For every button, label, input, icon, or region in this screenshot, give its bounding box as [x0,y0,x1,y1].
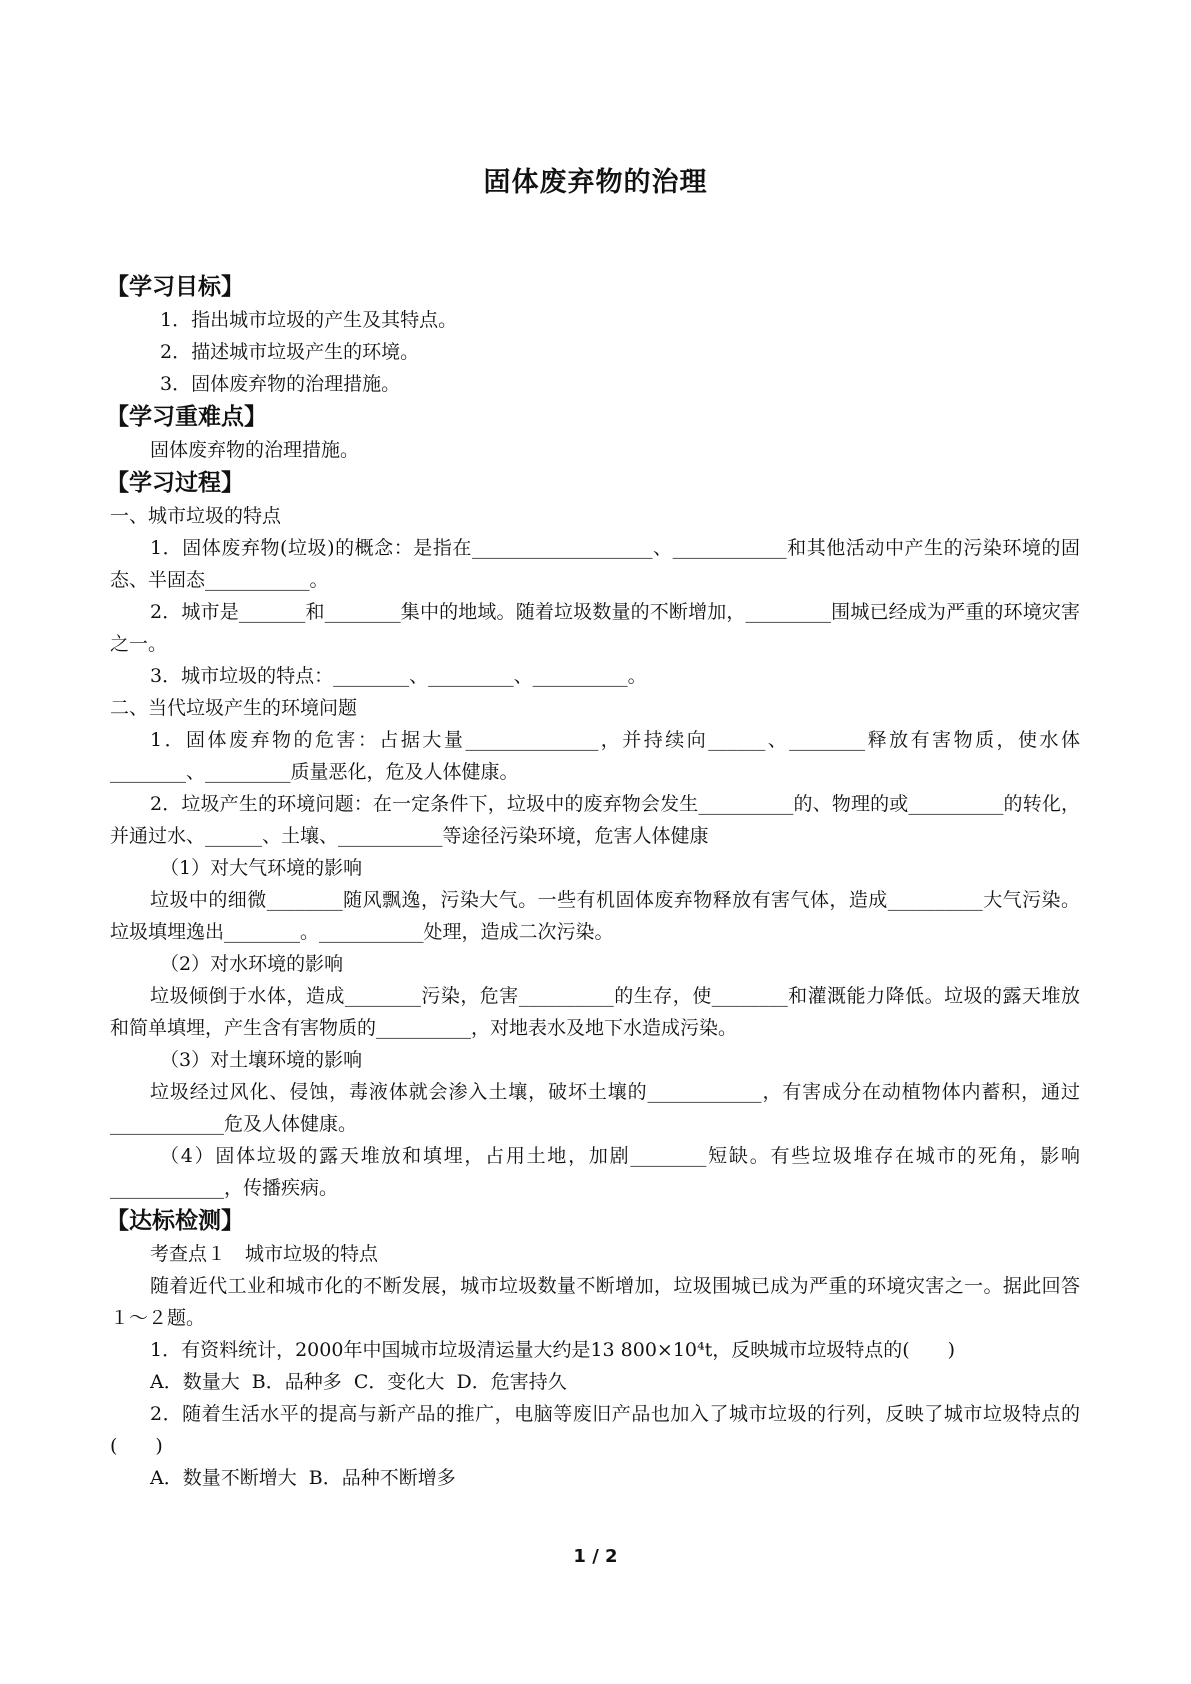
fill-question: 3．城市垃圾的特点：________、_________、__________。 [150,665,647,687]
sub-heading: （2）对水环境的影响 [160,953,344,975]
heading-check: 【达标检测】 [106,1208,244,1234]
fill-question: 2．城市是_______和________集中的地域。随着垃圾数量的不断增加，_________围城已经成为严重的环境灾害之一。 [110,601,1080,655]
check-intro: 随着近代工业和城市化的不断发展，城市垃圾数量不断增加，垃圾围城已成为严重的环境灾害之一。据此回答１～２题。 [110,1275,1080,1329]
sub-heading: （1）对大气环境的影响 [160,857,363,879]
fill-question: 2．垃圾产生的环境问题：在一定条件下，垃圾中的废弃物会发生__________的、物理的或__________的转化，并通过水、______、土壤、___________等途径污染环境，危害人体健康 [110,793,1080,847]
fill-question: 1．固体废弃物(垃圾)的概念：是指在___________________、____________和其他活动中产生的污染环境的固态、半固态___________。 [110,537,1080,591]
objective-item: 3．固体废弃物的治理措施。 [160,373,401,395]
page-title: 固体废弃物的治理 [483,167,708,198]
mc-options: A．数量大 B．品种多 C．变化大 D．危害持久 [150,1371,567,1393]
sub-heading: （3）对土壤环境的影响 [160,1049,363,1071]
key-points-text: 固体废弃物的治理措施。 [150,439,360,461]
objective-item: 1．指出城市垃圾的产生及其特点。 [160,309,458,331]
heading-objectives: 【学习目标】 [106,274,244,300]
part-title: 二、当代垃圾产生的环境问题 [110,697,358,719]
heading-key-points: 【学习重难点】 [106,404,267,430]
fill-question: 垃圾中的细微________随风飘逸，污染大气。一些有机固体废弃物释放有害气体，造成__________大气污染。垃圾填埋逸出________。___________处理，造成二次污染。 [110,889,1080,943]
mc-question: 1．有资料统计，2000年中国城市垃圾清运量大约是13 800×10⁴t，反映城市垃圾特点的( ) [150,1339,956,1361]
fill-question: （4）固体垃圾的露天堆放和填埋，占用土地，加剧________短缺。有些垃圾堆存在城市的死角，影响____________，传播疾病。 [110,1145,1080,1199]
mc-options: A．数量不断增大 B．品种不断增多 [150,1467,456,1489]
content [106,270,1080,1494]
mc-question: 2．随着生活水平的提高与新产品的推广，电脑等废旧产品也加入了城市垃圾的行列，反映了城市垃圾特点的( ) [110,1403,1080,1457]
fill-question: 1．固体废弃物的危害：占据大量______________，并持续向______、________释放有害物质，使水体________、_________质量恶化，危及人体健康。 [110,729,1080,783]
page-number: 1 / 2 [573,1546,618,1567]
fill-question: 垃圾经过风化、侵蚀，毒液体就会渗入土壤，破坏土壤的____________，有害成分在动植物体内蓄积，通过____________危及人体健康。 [110,1081,1080,1135]
heading-process: 【学习过程】 [106,470,244,496]
part-title: 一、城市垃圾的特点 [110,505,282,527]
fill-question: 垃圾倾倒于水体，造成________污染，危害__________的生存，使________和灌溉能力降低。垃圾的露天堆放和简单填埋，产生含有害物质的__________，对地表水及地下水造成污染。 [110,985,1080,1039]
objective-item: 2．描述城市垃圾产生的环境。 [160,341,420,363]
check-point: 考查点１ 城市垃圾的特点 [150,1243,379,1265]
